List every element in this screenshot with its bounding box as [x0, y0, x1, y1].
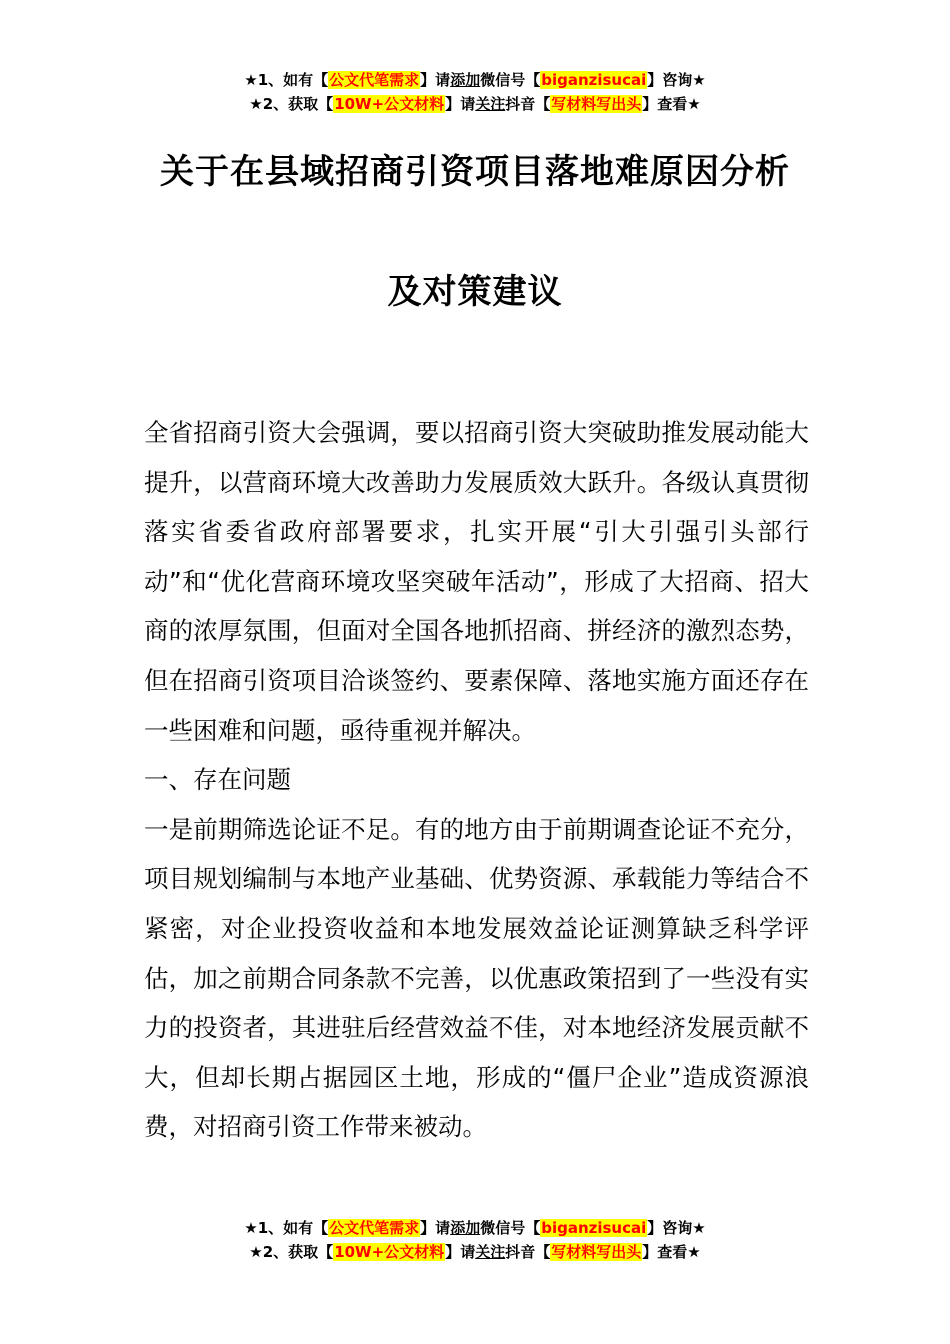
banner-text: ★2、获取【: [249, 1243, 334, 1261]
banner-line-2: [0, 1240, 950, 1264]
footer-banner: [0, 1216, 950, 1264]
banner-underline: 添加: [450, 71, 481, 89]
banner-line-2: [0, 92, 950, 116]
banner-underline: 关注: [475, 95, 506, 113]
banner-text: ★2、获取【: [249, 95, 334, 113]
paragraph-problem-1: 一是前期筛选论证不足。有的地方由于前期调查论证不充分，项目规划编制与本地产业基础、优势资源、承载能力等结合不紧密，对企业投资收益和本地发展效益论证测算缺乏科学评估，加之前期合同条款不完善，以优惠政策招到了一些没有实力的投资者，其进驻后经营效益不佳，对本地经济发展贡献不大，但却长期占据园区土地，形成的“僵尸企业”造成资源浪费，对招商引资工作带来被动。: [144, 814, 809, 1142]
banner-text: 】请: [445, 1243, 476, 1261]
banner-highlight: 写材料写出头: [551, 95, 642, 113]
banner-text: ★1、如有【: [244, 1219, 329, 1237]
banner-line-1: [0, 68, 950, 92]
banner-underline: 关注: [475, 1243, 506, 1261]
banner-text: 】请: [420, 1219, 451, 1237]
banner-text: 微信号【: [480, 71, 541, 89]
banner-highlight: biganzisucai: [541, 71, 647, 89]
document-body: [144, 408, 809, 1152]
header-banner: [0, 68, 950, 116]
banner-text: 】查看★: [642, 95, 701, 113]
banner-text: 】请: [420, 71, 451, 89]
banner-text: 抖音【: [505, 1243, 551, 1261]
banner-highlight: 10W+公文材料: [334, 1243, 445, 1261]
banner-highlight: 10W+公文材料: [334, 95, 445, 113]
banner-text: 】咨询★: [647, 1219, 706, 1237]
banner-highlight: biganzisucai: [541, 1219, 647, 1237]
banner-text: ★1、如有【: [244, 71, 329, 89]
banner-highlight: 公文代笔需求: [329, 71, 420, 89]
banner-text: 抖音【: [505, 95, 551, 113]
banner-text: 】请: [445, 95, 476, 113]
banner-line-1: [0, 1216, 950, 1240]
banner-highlight: 公文代笔需求: [329, 1219, 420, 1237]
paragraph-intro: 全省招商引资大会强调，要以招商引资大突破助推发展动能大提升，以营商环境大改善助力发展质效大跃升。各级认真贯彻落实省委省政府部署要求，扎实开展“引大引强引头部行动”和“优化营商环境攻坚突破年活动”，形成了大招商、招大商的浓厚氛围，但面对全国各地抓招商、拼经济的激烈态势，但在招商引资项目洽谈签约、要素保障、落地实施方面还存在一些困难和问题，亟待重视并解决。: [144, 418, 809, 745]
document-title-line-2: 及对策建议: [387, 272, 563, 312]
banner-text: 微信号【: [480, 1219, 541, 1237]
banner-text: 】咨询★: [647, 71, 706, 89]
section-heading: 一、存在问题: [144, 765, 291, 795]
banner-text: 】查看★: [642, 1243, 701, 1261]
banner-underline: 添加: [450, 1219, 481, 1237]
document-title-line-1: 关于在县域招商引资项目落地难原因分析: [160, 152, 790, 192]
banner-highlight: 写材料写出头: [551, 1243, 642, 1261]
